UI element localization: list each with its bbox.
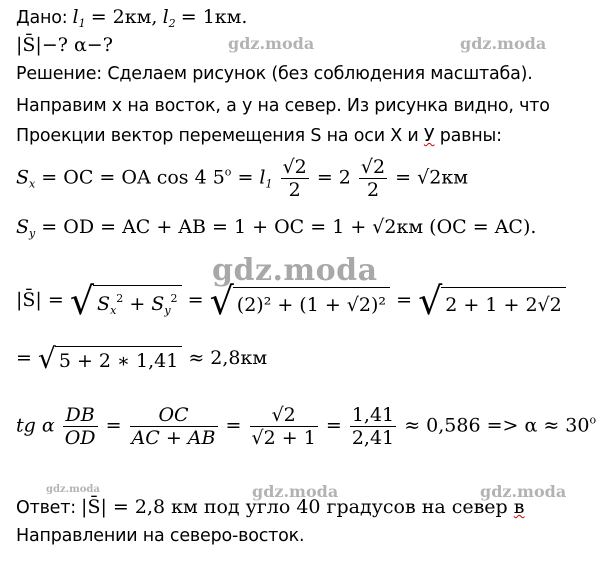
degree-mark: o [224, 165, 232, 179]
equals-sign: = [16, 347, 32, 369]
fraction-denominator: OD [64, 427, 96, 449]
tg-result: ≈ 0,586 => α ≈ 30 [404, 414, 590, 437]
l1-subscript: 1 [78, 17, 86, 30]
tg-symbol: tg α [16, 414, 55, 437]
given-label: Дано: [16, 8, 68, 28]
fraction-numerator: 1,41 [351, 404, 395, 426]
watermark: gdz.moda [212, 253, 378, 288]
equation-sx [16, 156, 468, 201]
equation-sy [16, 216, 536, 240]
radicand: 5 + 2 ∗ 1,41 [55, 346, 182, 372]
sy-subscript: y [29, 227, 36, 240]
equals-sign: = [187, 289, 204, 311]
watermark: gdz.moda [480, 482, 567, 501]
radical-icon: √ [37, 342, 56, 375]
fraction-denominator: √2 + 1 [251, 427, 316, 449]
fraction [359, 156, 387, 201]
degree-mark: o [589, 413, 597, 427]
fraction-numerator: √2 [250, 404, 318, 427]
solution-line-1: Решение: Сделаем рисунок (без соблюдения масштаба). [16, 64, 533, 84]
sx-subscript: x [29, 177, 36, 191]
answer-label: Ответ: [16, 498, 76, 518]
watermark: gdz.moda [46, 484, 100, 495]
radical-icon: √ [69, 279, 95, 323]
fraction [281, 156, 309, 201]
answer-magnitude: |S̄| = 2,8 км [81, 496, 198, 518]
misspelled-letter: У [423, 126, 435, 146]
radicand-plus-sy: + S [129, 293, 165, 315]
equals-sign: = [396, 289, 413, 311]
equation-magnitude-2 [16, 340, 267, 378]
sy-rest: = OD = AC + AB = 1 + OC = 1 + √2км (OC = AC). [41, 216, 537, 238]
l2-symbol: l [162, 6, 169, 28]
equation-magnitude [16, 279, 566, 323]
l2-subscript: 2 [168, 17, 176, 30]
sy-symbol: S [16, 216, 30, 238]
solution-line-3 [16, 126, 502, 146]
fraction-numerator: DB [63, 404, 98, 427]
fraction-denominator: AC + AB [131, 427, 216, 449]
radicand-sy-sup: 2 [170, 292, 178, 305]
fraction [250, 404, 318, 449]
radicand: 2 + 1 + 2√2 [441, 287, 565, 316]
sx-l1-subscript: 1 [265, 177, 273, 191]
sx-result: = √2км [395, 166, 468, 189]
solution-line-2: Направим x на восток, а y на север. Из рисунка видно, что [16, 96, 550, 116]
fraction-numerator: OC [130, 404, 218, 427]
magnitude-lhs: |S̄| = [16, 289, 64, 311]
fraction [63, 404, 98, 449]
sx-middle: = OC = OA cos 4 5 [41, 166, 225, 189]
sx-two: = 2 [316, 166, 351, 189]
radicand-sy-sub: y [164, 304, 171, 317]
fraction-denominator: 2 [288, 179, 301, 201]
answer-line-2: Направлении на северо-восток. [16, 526, 305, 546]
answer-line-1 [16, 496, 524, 518]
radical-icon: √ [209, 279, 234, 323]
watermark: gdz.moda [252, 482, 339, 501]
l1-symbol: l [72, 6, 79, 28]
fraction-numerator: √2 [360, 156, 386, 178]
fraction [130, 404, 218, 449]
equation-tg: tg α $\frac{DB}{OD}$ = $\frac{OC}{AC + AB}$ = $\frac{√2}{√2 + 1}$ = $\frac{1,41}{2,41}$ ≈ $0,586 => \alpha \approx 30^o$ [16, 404, 597, 449]
radicand: (2)² + (1 + √2)² [233, 287, 390, 316]
fraction [350, 404, 396, 449]
solution-line-3-end: равны: [434, 126, 502, 146]
radical-icon: √ [418, 279, 443, 323]
radicand [93, 285, 182, 317]
l2-value: = 1км. [180, 6, 248, 28]
radicand-sx-sub: x [110, 304, 117, 317]
fraction-denominator: 2,41 [351, 427, 395, 449]
watermark: gdz.moda [228, 34, 315, 53]
solution-line-3-text: Проекции вектор перемещения S на оси X и [16, 126, 424, 146]
watermark: gdz.moda [460, 34, 547, 53]
sx-l1: = l [237, 166, 266, 189]
answer-text-end: в [513, 496, 525, 518]
sx-symbol: S [16, 166, 30, 189]
magnitude-result: ≈ 2,8км [188, 347, 268, 369]
radicand-sx-sup: 2 [116, 292, 124, 305]
given-line [16, 6, 247, 30]
fraction-numerator: √2 [282, 156, 307, 178]
find-line: |S̄|−? α−? [16, 34, 113, 56]
fraction-denominator: 2 [366, 179, 380, 201]
answer-text: под угло 40 градусов на север [197, 496, 514, 518]
l1-value: = 2км, [90, 6, 158, 28]
radicand-sx: S [97, 293, 111, 315]
